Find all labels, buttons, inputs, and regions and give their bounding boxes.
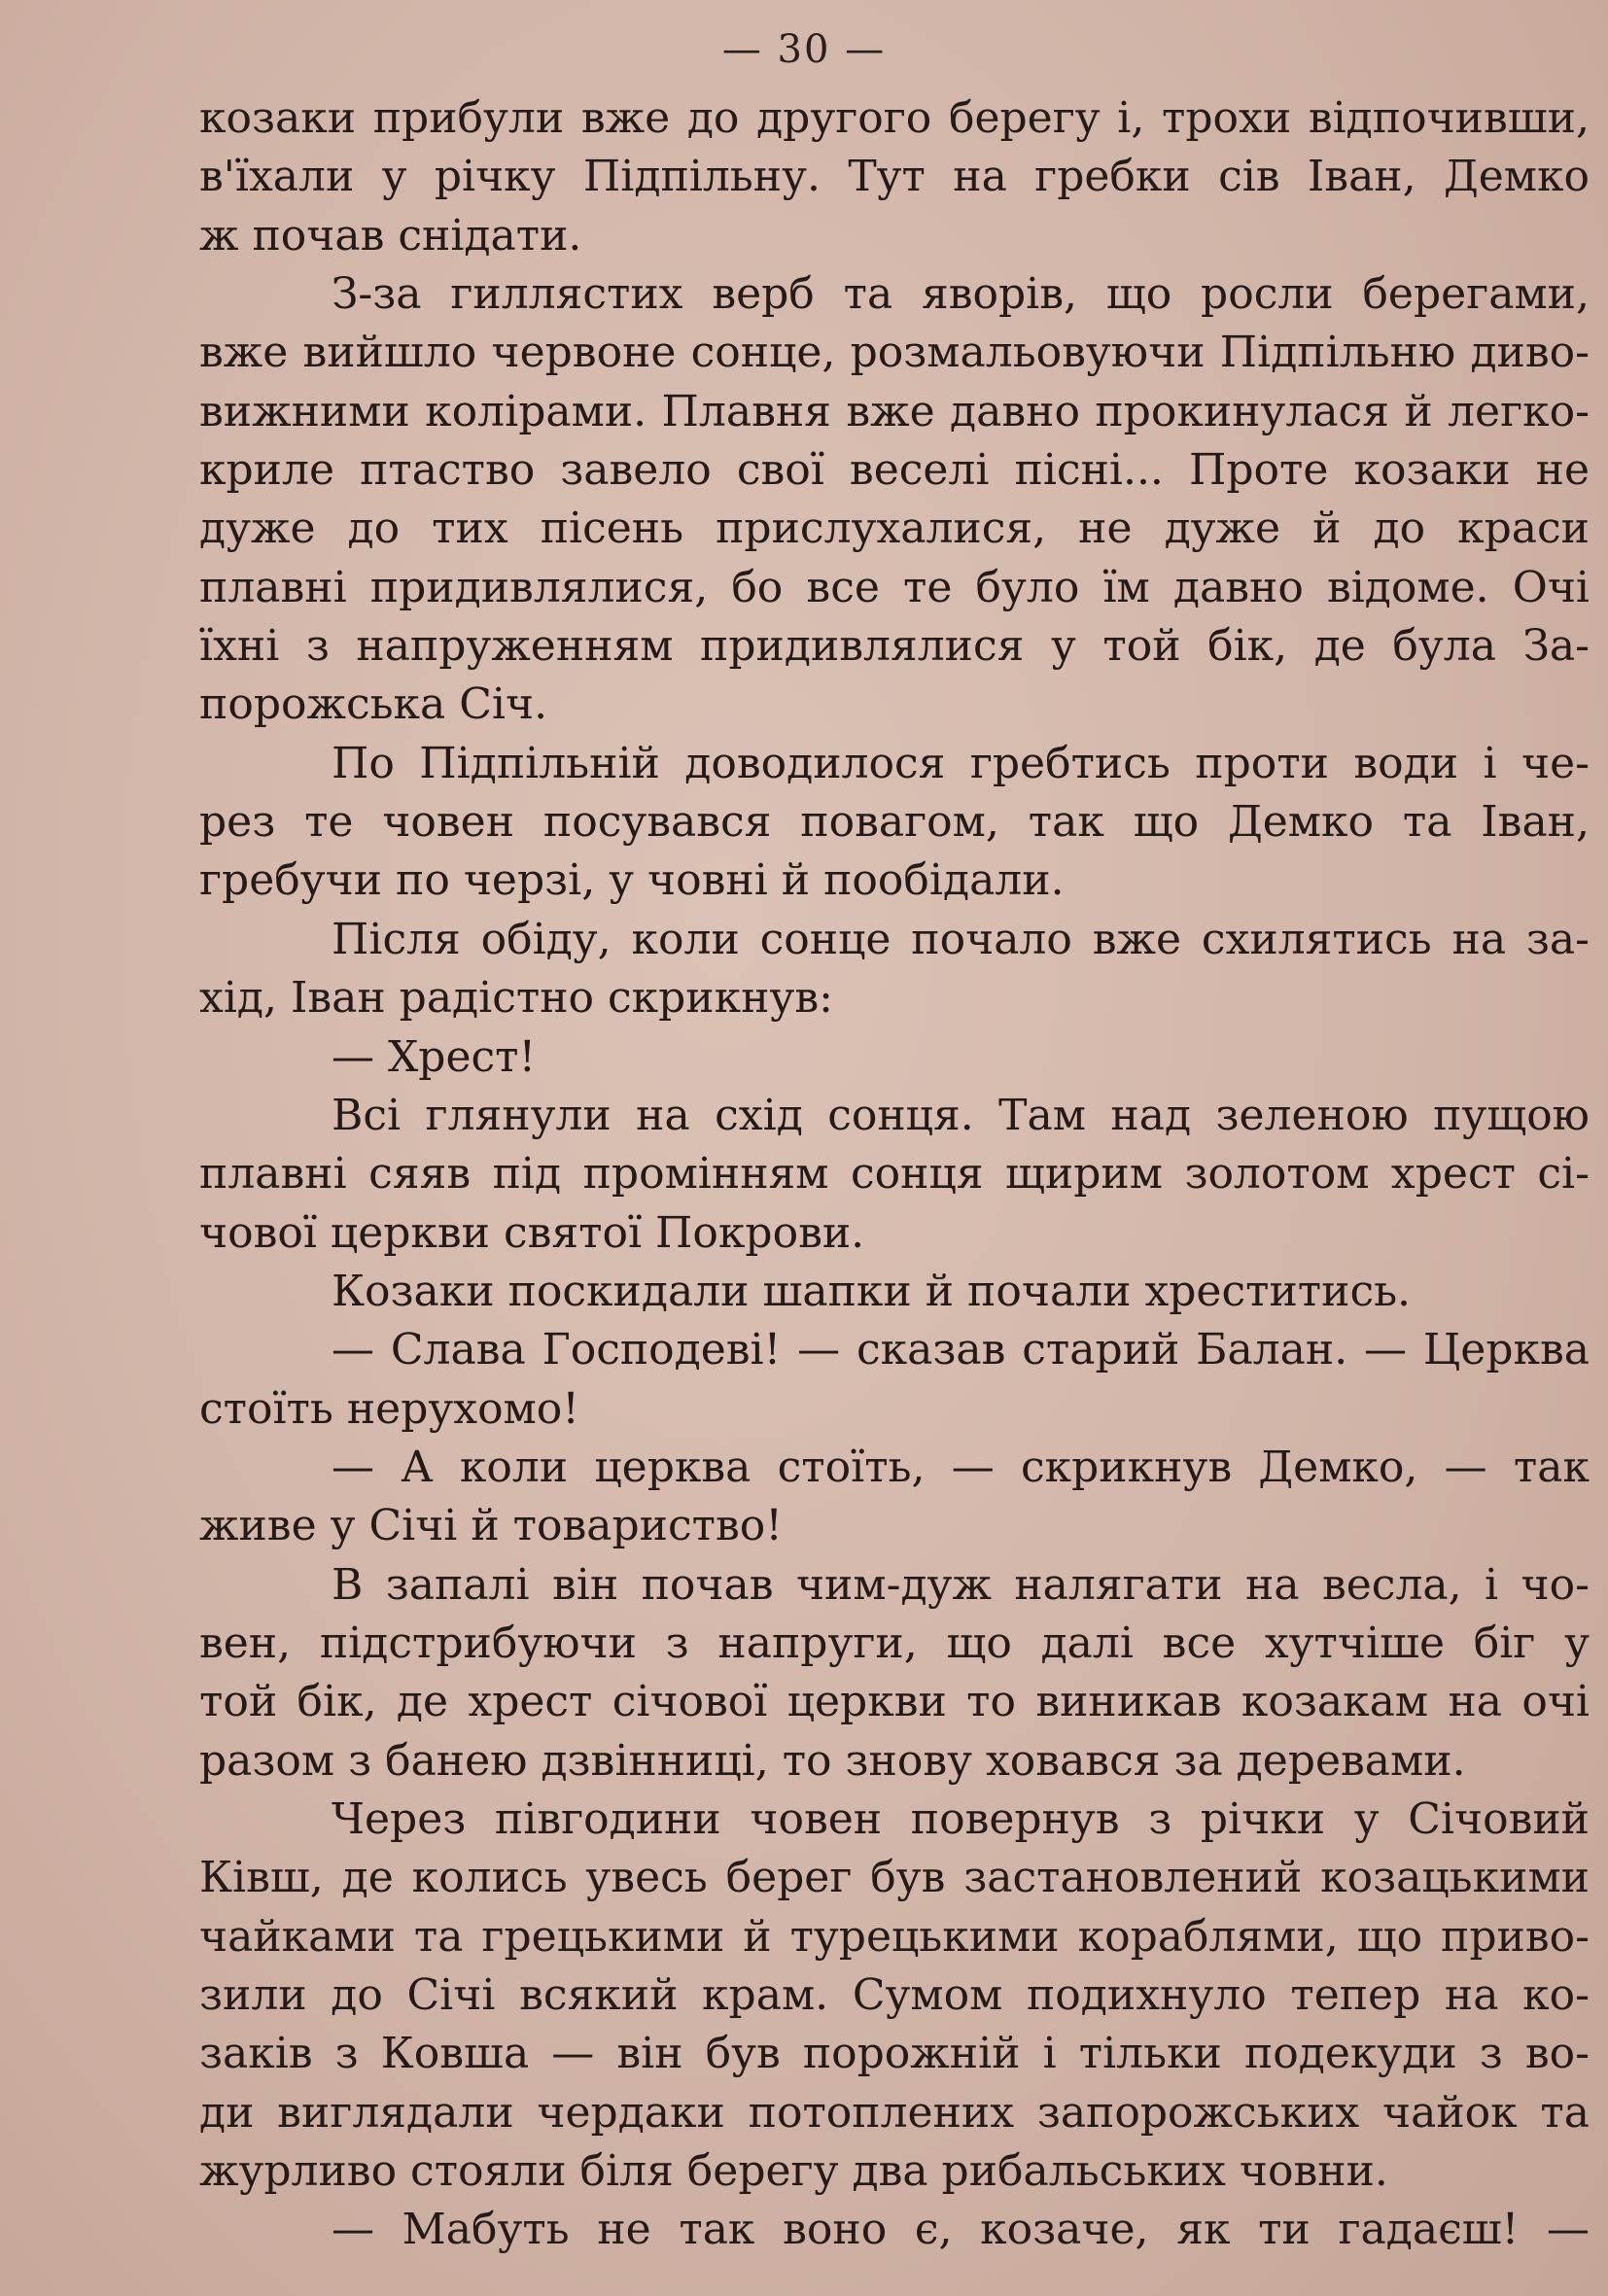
text-line: вже вийшло червоне сонце, розмальовуючи Підпільню диво-	[199, 328, 1590, 378]
text-line: їхні з напруженням придивлялися у той бік, де була За-	[199, 621, 1590, 672]
text-line: чайками та грецькими й турецькими кораблями, що приво-	[199, 1911, 1590, 1962]
text-line: заків з Ковша — він був порожній і тільки подекуди з во-	[199, 2029, 1590, 2079]
text-line: разом з банею дзвінниці, то знову ховався за деревами.	[199, 1735, 1466, 1786]
text-line: порожська Січ.	[199, 679, 548, 730]
text-line: Через півгодини човен повернув з річки у Січовий	[332, 1793, 1590, 1844]
text-line: хід, Іван радістно скрикнув:	[199, 973, 833, 1024]
text-line: живе у Січі й товариство!	[199, 1501, 783, 1551]
text-line: чової церкви святої Покрови.	[199, 1207, 865, 1258]
text-line: Всі глянули на схід сонця. Там над зеленою пущою	[332, 1090, 1590, 1140]
text-line: плавні сяяв під промінням сонця щирим золотом хрест сі-	[199, 1149, 1590, 1200]
text-line: рез те човен посувався повагом, так що Демко та Іван,	[199, 797, 1590, 848]
text-line: В запалі він почав чим-дуж налягати на весла, і чо-	[332, 1559, 1590, 1610]
text-line: стоїть нерухомо!	[199, 1383, 579, 1434]
text-line: ж почав снідати.	[199, 210, 582, 261]
text-line: в'їхали у річку Підпільну. Тут на гребки сів Іван, Демко	[199, 152, 1590, 202]
text-line: гребучи по черзі, у човні й пообідали.	[199, 855, 1065, 906]
text-line: По Підпільній доводилося гребтись проти води і че-	[332, 738, 1590, 788]
text-line: — А коли церква стоїть, — скрикнув Демко, — так	[332, 1442, 1590, 1492]
text-line: вен, підстрибуючи з напруги, що далі все хутчіше біг у	[199, 1618, 1590, 1668]
page-number: — 30 —	[721, 27, 887, 72]
body-text	[199, 89, 1590, 2260]
text-line: З-за гиллястих верб та яворів, що росли берегами,	[332, 269, 1590, 320]
text-line: той бік, де хрест січової церкви то виникав козакам на очі	[199, 1677, 1590, 1727]
text-line: криле птаство завело свої веселі пісні... Проте козаки не	[199, 445, 1590, 496]
text-line: плавні придивлялися, бо все те було їм давно відоме. Очі	[199, 562, 1590, 612]
text-line: — Слава Господеві! — сказав старий Балан. — Церква	[332, 1325, 1590, 1375]
text-line: вижними колірами. Плавня вже давно прокинулася й легко-	[199, 386, 1590, 436]
text-line: журливо стояли біля берегу два рибальських човни.	[199, 2146, 1388, 2197]
text-line: дуже до тих пісень прислухалися, не дуже й до краси	[199, 504, 1590, 554]
text-line: зили до Січі всякий крам. Сумом подихнуло тепер на ко-	[199, 1970, 1590, 2020]
text-line: Після обіду, коли сонце почало вже схилятись на за-	[332, 914, 1590, 964]
text-line: — Мабуть не так воно є, козаче, як ти гадаєш! —	[332, 2205, 1590, 2255]
text-line: ди виглядали чердаки потоплених запорожських чайок та	[199, 2087, 1590, 2138]
text-line: Козаки поскидали шапки й почали хреститись.	[332, 1266, 1412, 1316]
text-line: — Хрест!	[332, 1031, 537, 1082]
text-line: Ківш, де колись увесь берег був застановлений козацькими	[199, 1853, 1590, 1903]
text-line: козаки прибули вже до другого берегу і, трохи відпочивши,	[199, 93, 1590, 143]
